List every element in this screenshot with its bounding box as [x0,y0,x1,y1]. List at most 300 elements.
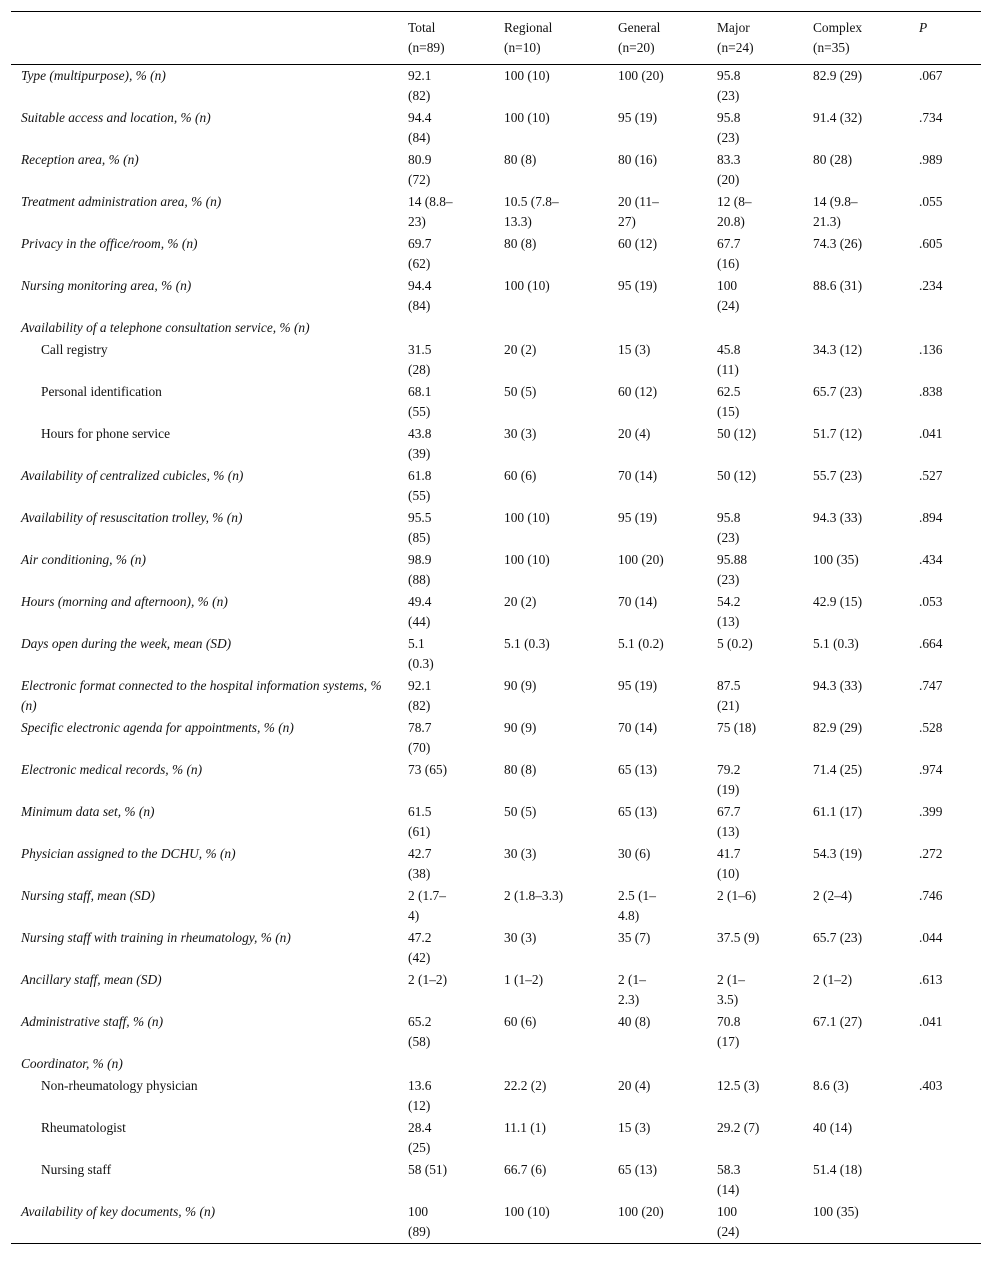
table-row [11,549,981,591]
cell-line: 51.7 (12) [813,426,863,441]
cell-line: 55.7 (23) [813,468,863,483]
cell-line: 45.8 [717,342,741,357]
cell-line: 11.1 (1) [504,1120,546,1135]
cell-line: (24) [717,1224,740,1239]
cell-total [408,507,504,549]
cell-line: 20 (2) [504,342,537,357]
cell-line: 50 (12) [717,426,757,441]
cell-line: 2 (1–6) [717,888,757,903]
row-label: Days open during the week, mean (SD) [21,636,232,651]
cell-general [618,507,717,549]
cell-general [618,65,717,108]
cell-regional [504,149,618,191]
cell-line: 91.4 (32) [813,110,863,125]
cell-complex [813,65,919,108]
cell-complex [813,1159,919,1201]
cell-total [408,1117,504,1159]
row-label: Suitable access and location, % (n) [21,110,211,125]
cell-line: 2 (1– [717,972,745,987]
header-row [11,12,981,65]
cell-line: 12 (8– [717,194,752,209]
cell-line: 60 (6) [504,468,537,483]
cell-line: 100 (10) [504,510,550,525]
cell-line: 41.7 [717,846,741,861]
cell-major [717,107,813,149]
cell-line: (44) [408,614,431,629]
cell-line: 47.2 [408,930,432,945]
cell-line: 13.6 [408,1078,432,1093]
cell-major [717,275,813,317]
cell-total [408,233,504,275]
cell-line: 60 (12) [618,384,658,399]
cell-line: 35 (7) [618,930,651,945]
cell-line: 40 (14) [813,1120,853,1135]
cell-line: 22.2 (2) [504,1078,547,1093]
row-label: Electronic format connected to the hospital information systems, % (n) [21,678,382,713]
table-row [11,633,981,675]
cell-p-value [919,1117,981,1159]
cell-regional [504,107,618,149]
cell-line: 65.7 (23) [813,930,863,945]
cell-line: 98.9 [408,552,432,567]
cell-general [618,465,717,507]
cell-p-value: .272 [919,846,943,861]
cell-general [618,591,717,633]
row-label: Availability of resuscitation trolley, % (n) [21,510,243,525]
cell-regional [504,675,618,717]
cell-line: 2.3) [618,992,640,1007]
cell-general [618,191,717,233]
cell-total [408,549,504,591]
cell-regional [504,633,618,675]
table-row [11,507,981,549]
cell-line: 20 (4) [618,426,651,441]
row-label: Hours for phone service [41,426,171,441]
cell-complex [813,927,919,969]
row-label: Nursing staff, mean (SD) [21,888,155,903]
cell-complex [813,675,919,717]
cell-line: 71.4 (25) [813,762,863,777]
cell-complex [813,1117,919,1159]
cell-total [408,275,504,317]
cell-major [717,1159,813,1201]
cell-line: 30 (3) [504,930,537,945]
cell-line: (23) [717,572,740,587]
table-row [11,591,981,633]
cell-line: 75 (18) [717,720,757,735]
cell-line: 95.88 [717,552,748,567]
cell-line: 50 (12) [717,468,757,483]
cell-regional [504,381,618,423]
cell-regional [504,843,618,885]
table-row [11,717,981,759]
table-row [11,65,981,108]
cell-line: 37.5 (9) [717,930,760,945]
cell-general [618,549,717,591]
cell-general [618,675,717,717]
table-row [11,107,981,149]
cell-line: (28) [408,362,431,377]
cell-major [717,549,813,591]
table-row [11,339,981,381]
cell-line: 2 (1.7– [408,888,446,903]
section-label: Coordinator, % (n) [21,1056,123,1071]
cell-line: 3.5) [717,992,739,1007]
header-p-value: P [919,20,928,35]
cell-line: 5.1 (0.3) [813,636,859,651]
cell-p-value: .974 [919,762,943,777]
cell-line: (16) [717,256,740,271]
cell-line: 100 (35) [813,1204,859,1219]
cell-line: 61.5 [408,804,432,819]
cell-regional [504,191,618,233]
cell-general [618,885,717,927]
cell-line: 62.5 [717,384,741,399]
cell-line: 88.6 (31) [813,278,863,293]
cell-line: 5.1 (0.2) [618,636,664,651]
cell-total [408,65,504,108]
cell-p-value: .613 [919,972,943,987]
cell-total [408,801,504,843]
row-label: Non-rheumatology physician [41,1078,198,1093]
cell-complex [813,633,919,675]
row-label: Air conditioning, % (n) [21,552,146,567]
cell-general [618,381,717,423]
cell-line: 100 (20) [618,1204,664,1219]
cell-p-value: .041 [919,426,943,441]
cell-regional [504,507,618,549]
section-label: Availability of a telephone consultation service, % (n) [21,320,310,335]
cell-line: (19) [717,782,740,797]
table-row [11,801,981,843]
cell-line: (62) [408,256,431,271]
cell-line: 30 (3) [504,426,537,441]
table-row [11,675,981,717]
table-row [11,843,981,885]
cell-line: 60 (6) [504,1014,537,1029]
cell-complex [813,885,919,927]
cell-line: 54.3 (19) [813,846,863,861]
cell-line: 31.5 [408,342,432,357]
cell-total [408,465,504,507]
cell-general [618,969,717,1011]
cell-line: 69.7 [408,236,432,251]
cell-complex [813,465,919,507]
cell-regional [504,549,618,591]
cell-total [408,675,504,717]
cell-line: 70 (14) [618,720,658,735]
cell-line: 100 (10) [504,68,550,83]
cell-line: 65 (13) [618,762,658,777]
cell-regional [504,1075,618,1117]
cell-line: (24) [717,298,740,313]
cell-line: 82.9 (29) [813,720,863,735]
cell-line: 80 (8) [504,236,537,251]
cell-regional [504,885,618,927]
cell-line: (89) [408,1224,431,1239]
cell-total [408,1201,504,1244]
cell-complex [813,149,919,191]
cell-regional [504,233,618,275]
cell-line: (17) [717,1034,740,1049]
cell-line: 95.8 [717,510,741,525]
cell-complex [813,717,919,759]
cell-line: 58 (51) [408,1162,448,1177]
cell-line: 51.4 (18) [813,1162,863,1177]
cell-total [408,843,504,885]
row-label: Specific electronic agenda for appointments, % (n) [21,720,294,735]
table-row [11,423,981,465]
cell-complex [813,339,919,381]
cell-complex [813,759,919,801]
cell-line: 2 (1.8–3.3) [504,888,564,903]
cell-major [717,1011,813,1053]
cell-line: 100 [717,1204,738,1219]
cell-line: 20 (4) [618,1078,651,1093]
cell-line: 5.1 (0.3) [504,636,550,651]
header-complex: Complex (n=35) [813,20,863,55]
cell-regional [504,65,618,108]
table-row [11,1201,981,1244]
cell-line: 73 (65) [408,762,448,777]
cell-line: 92.1 [408,68,432,83]
table-row [11,1011,981,1053]
cell-line: 43.8 [408,426,432,441]
cell-total [408,885,504,927]
header-variable [11,12,408,65]
cell-line: 65.2 [408,1014,432,1029]
cell-line: 30 (3) [504,846,537,861]
cell-line: 2.5 (1– [618,888,656,903]
cell-line: 100 (10) [504,110,550,125]
cell-line: 21.3) [813,214,841,229]
cell-line: 2 (1– [618,972,646,987]
row-label: Nursing staff with training in rheumatology, % (n) [21,930,291,945]
cell-line: 100 [717,278,738,293]
cell-complex [813,801,919,843]
cell-total [408,759,504,801]
cell-p-value [919,1159,981,1201]
cell-regional [504,1117,618,1159]
table-row [11,233,981,275]
cell-line: (0.3) [408,656,434,671]
cell-line: 68.1 [408,384,432,399]
cell-line: 15 (3) [618,342,651,357]
cell-line: 20 (11– [618,194,659,209]
cell-p-value: .399 [919,804,943,819]
cell-line: 80 (8) [504,762,537,777]
cell-line: 95.5 [408,510,432,525]
cell-line: (58) [408,1034,431,1049]
cell-major [717,759,813,801]
cell-complex [813,507,919,549]
cell-complex [813,1011,919,1053]
cell-line: (15) [717,404,740,419]
cell-major [717,591,813,633]
table-row [11,191,981,233]
cell-general [618,107,717,149]
cell-line: (13) [717,824,740,839]
cell-line: 2 (2–4) [813,888,853,903]
cell-complex [813,423,919,465]
cell-line: 100 [408,1204,429,1219]
cell-complex [813,591,919,633]
cell-complex [813,1075,919,1117]
cell-total [408,423,504,465]
cell-line: (20) [717,172,740,187]
cell-line: 2 (1–2) [408,972,448,987]
cell-line: 42.9 (15) [813,594,863,609]
table-row [11,927,981,969]
cell-line: (39) [408,446,431,461]
cell-total [408,717,504,759]
cell-line: 10.5 (7.8– [504,194,559,209]
table-row [11,1075,981,1117]
row-label: Nursing staff [41,1162,112,1177]
cell-complex [813,843,919,885]
cell-total [408,591,504,633]
cell-regional [504,423,618,465]
cell-line: (72) [408,172,431,187]
cell-major [717,843,813,885]
cell-line: 95 (19) [618,678,658,693]
cell-general [618,1201,717,1244]
cell-major [717,801,813,843]
cell-line: 42.7 [408,846,432,861]
cell-p-value: .605 [919,236,943,251]
cell-line: 66.7 (6) [504,1162,547,1177]
cell-line: 70 (14) [618,594,658,609]
cell-major [717,465,813,507]
cell-total [408,927,504,969]
cell-line: 58.3 [717,1162,741,1177]
cell-general [618,843,717,885]
cell-line: 67.7 [717,804,741,819]
cell-regional [504,969,618,1011]
cell-p-value: .055 [919,194,943,209]
cell-major [717,381,813,423]
cell-line: (42) [408,950,431,965]
row-label: Privacy in the office/room, % (n) [21,236,198,251]
row-label: Ancillary staff, mean (SD) [21,972,162,987]
cell-p-value: .838 [919,384,943,399]
cell-line: 79.2 [717,762,741,777]
cell-p-value: .136 [919,342,943,357]
cell-line: (82) [408,88,431,103]
table-row [11,885,981,927]
row-label: Administrative staff, % (n) [21,1014,164,1029]
cell-line: 70.8 [717,1014,741,1029]
cell-line: 29.2 (7) [717,1120,760,1135]
cell-total [408,633,504,675]
cell-total [408,149,504,191]
table-row [11,759,981,801]
cell-p-value: .734 [919,110,943,125]
cell-line: 95 (19) [618,110,658,125]
cell-total [408,1011,504,1053]
cell-line: 40 (8) [618,1014,651,1029]
cell-line: 4.8) [618,908,640,923]
cell-major [717,1075,813,1117]
cell-line: 65.7 (23) [813,384,863,399]
cell-major [717,233,813,275]
cell-line: 92.1 [408,678,432,693]
cell-regional [504,591,618,633]
table-header [11,12,981,65]
cell-line: 13.3) [504,214,532,229]
row-label: Reception area, % (n) [21,152,139,167]
cell-total [408,969,504,1011]
cell-complex [813,549,919,591]
cell-general [618,275,717,317]
cell-line: (23) [717,88,740,103]
row-label: Physician assigned to the DCHU, % (n) [21,846,236,861]
cell-general [618,149,717,191]
row-label: Hours (morning and afternoon), % (n) [21,594,228,609]
cell-line: 70 (14) [618,468,658,483]
cell-complex [813,381,919,423]
cell-line: 100 (20) [618,552,664,567]
cell-regional [504,759,618,801]
cell-total [408,1159,504,1201]
cell-line: 20.8) [717,214,745,229]
cell-line: (82) [408,698,431,713]
cell-regional [504,1011,618,1053]
cell-line: 5.1 [408,636,425,651]
cell-line: 80.9 [408,152,432,167]
cell-major [717,969,813,1011]
cell-line: 54.2 [717,594,741,609]
table-row [11,969,981,1011]
cell-line: 34.3 (12) [813,342,863,357]
cell-total [408,107,504,149]
cell-general [618,339,717,381]
cell-line: 67.7 [717,236,741,251]
cell-line: 61.1 (17) [813,804,863,819]
cell-line: 78.7 [408,720,432,735]
cell-regional [504,1159,618,1201]
cell-regional [504,927,618,969]
cell-regional [504,275,618,317]
cell-line: (25) [408,1140,431,1155]
row-label: Nursing monitoring area, % (n) [21,278,192,293]
cell-general [618,717,717,759]
cell-complex [813,1201,919,1244]
cell-line: (84) [408,298,431,313]
cell-major [717,675,813,717]
cell-p-value: .044 [919,930,943,945]
cell-line: 1 (1–2) [504,972,544,987]
cell-line: 94.4 [408,110,432,125]
row-label: Rheumatologist [41,1120,126,1135]
cell-line: (23) [717,530,740,545]
cell-general [618,759,717,801]
cell-line: 5 (0.2) [717,636,753,651]
cell-line: 60 (12) [618,236,658,251]
table-row [11,1159,981,1201]
header-regional: Regional (n=10) [504,20,553,55]
cell-major [717,927,813,969]
cell-p-value: .234 [919,278,943,293]
section-row [11,317,981,339]
cell-general [618,1159,717,1201]
cell-general [618,423,717,465]
cell-total [408,339,504,381]
cell-p-value: .434 [919,552,943,567]
cell-line: 15 (3) [618,1120,651,1135]
cell-line: (38) [408,866,431,881]
cell-p-value: .664 [919,636,943,651]
